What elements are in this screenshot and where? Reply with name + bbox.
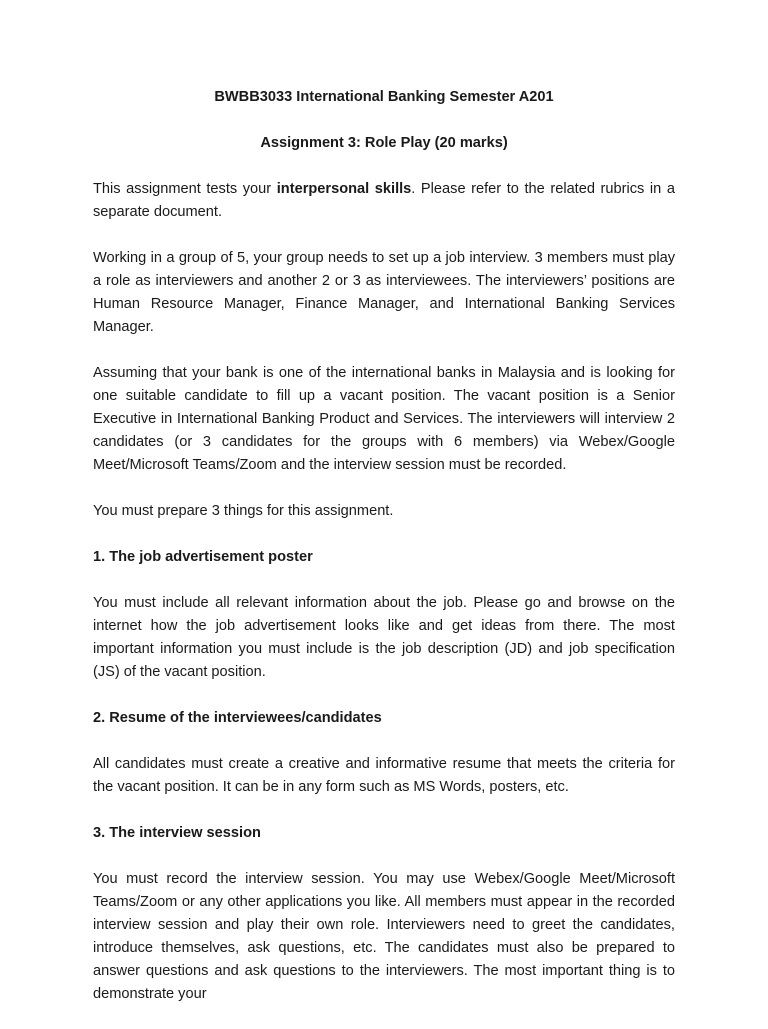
section-heading-resume: 2. Resume of the interviewees/candidates xyxy=(93,710,382,726)
intro-emphasis: interpersonal skills xyxy=(276,181,412,197)
section-heading-poster: 1. The job advertisement poster xyxy=(93,549,313,565)
assignment-title: Assignment 3: Role Play (20 marks) xyxy=(260,135,508,151)
intro-paragraph xyxy=(93,178,675,224)
scenario-paragraph: Assuming that your bank is one of the international banks in Malaysia and is looking for one suitable candidate to fill up a vacant position. The vacant position is a Senior Executive in International Banking Product and Services. The interviewers will interview 2 candidates (or 3 candidates for the groups with 6 members) via Webex/Google Meet/Microsoft Teams/Zoom and the interview session must be recorded. xyxy=(93,365,675,473)
section-body-resume: All candidates must create a creative and informative resume that meets the criteria for the vacant position. It can be in any form such as MS Words, posters, etc. xyxy=(93,756,675,795)
group-paragraph: Working in a group of 5, your group needs to set up a job interview. 3 members must play a role as interviewers and another 2 or 3 as interviewees. The interviewers’ positions are Human Resource Manager, Finance Manager, and International Banking Services Manager. xyxy=(93,250,675,335)
section-body-poster: You must include all relevant information about the job. Please go and browse on the internet how the job advertisement looks like and get ideas from there. The most important information you must include is the job description (JD) and job specification (JS) of the vacant position. xyxy=(93,595,675,680)
section-heading-interview: 3. The interview session xyxy=(93,825,261,841)
course-title: BWBB3033 International Banking Semester A201 xyxy=(214,89,554,105)
document-page xyxy=(93,86,675,1029)
prepare-line: You must prepare 3 things for this assignment. xyxy=(93,503,394,519)
intro-text-before: This assignment tests your xyxy=(93,181,277,197)
section-body-interview: You must record the interview session. You may use Webex/Google Meet/Microsoft Teams/Zoom or any other applications you like. All members must appear in the recorded interview session and play their own role. Interviewers need to greet the candidates, introduce themselves, ask questions, etc. The candidates must also be prepared to answer questions and ask questions to the interviewers. The most important thing is to demonstrate your xyxy=(93,871,675,1002)
intro-text-after: . Please refer to the related rubrics in a separate document. xyxy=(93,181,675,220)
